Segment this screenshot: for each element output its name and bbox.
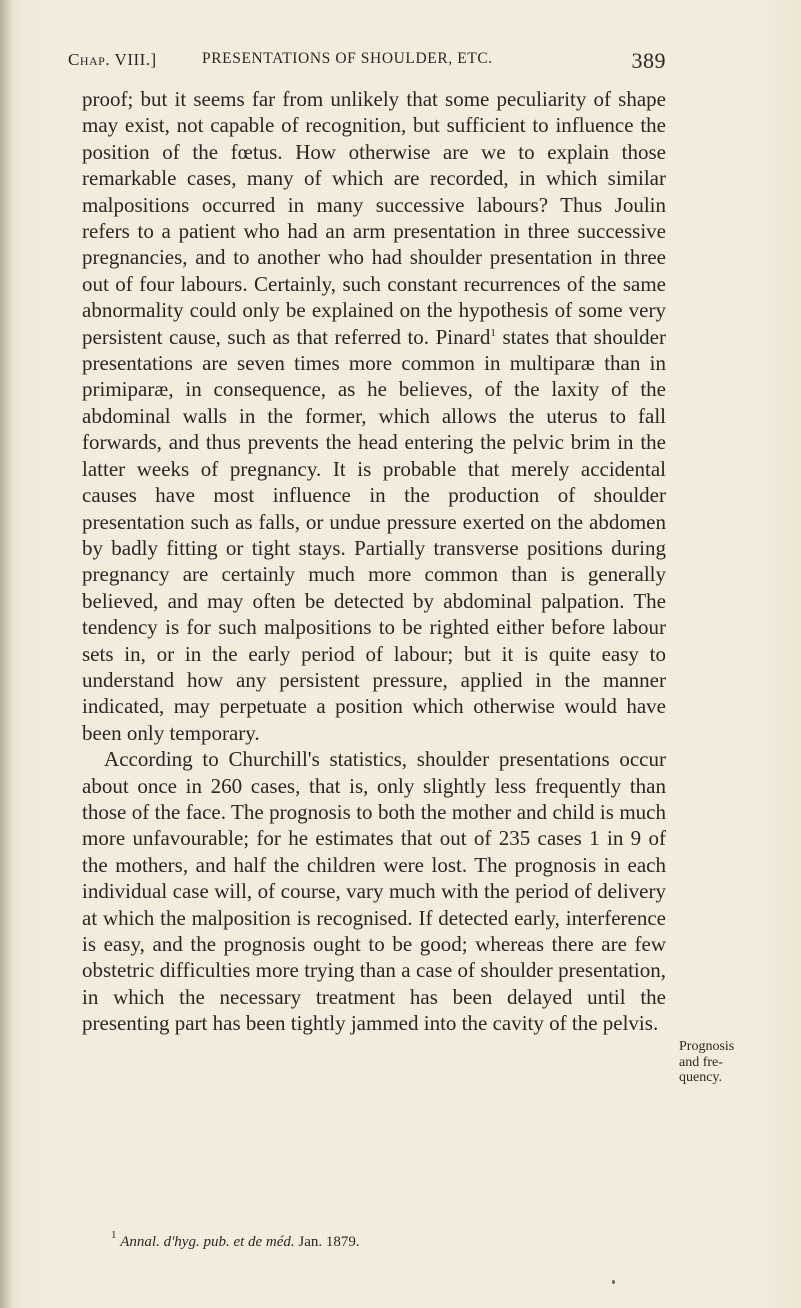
running-title: PRESENTATIONS OF SHOULDER, ETC. [202,50,493,67]
paragraph-2: According to Churchill's statistics, shoulder presentations occur about once in 260 cases, that is, only slightly less frequently than those of the face. The prognosis to both the mother and child is much more unfavourable; for he estimates that out of 235 cases 1 in 9 of the mothers, and half the children were lost. The prognosis in each individual case will, of course, vary much with the period of delivery at which the malposition is recognised. If detected early, interference is easy, and the prognosis ought to be good; whereas there are few obstetric difficulties more trying than a case of shoulder presentation, in which the necessary treatment has been delayed until the presenting part has been tightly jammed into the cavity of the pelvis. [82,747,666,1036]
footnote [111,1229,671,1251]
paper-speck [612,1280,615,1284]
body-text [82,86,666,1037]
running-head [68,50,666,80]
margin-note-line-3: quency. [679,1070,723,1085]
chapter-heading: Chap. VIII.] [68,50,157,69]
footnote-marker: 1 [111,1229,117,1241]
footnote-reference: 1 [490,326,496,339]
footnote-date: Jan. 1879. [298,1234,360,1250]
paragraph-1 [82,86,666,746]
paragraph-1-part-b: states that shoulder presentations are seven times more common in multiparæ than in primiparæ, in consequence, as he believes, of the laxity of the abdominal walls in the former, which allows the uterus to fall forwards, and thus prevents the head entering the pelvic brim in the latter weeks of pregnancy. It is probable that merely accidental causes have most influence in the production of shoulder presentation such as falls, or undue pressure exerted on the abdomen by badly fitting or tight stays. Partially transverse positions during pregnancy are certainly much more common than is generally believed, and may often be detected by abdominal palpation. The tendency is for such malpositions to be righted either before labour sets in, or in the early period of labour; but it is quite easy to understand how any persistent pressure, applied in the manner indicated, may perpetuate a position which otherwise would have been only temporary. [82,324,666,745]
footnote-journal: Annal. d'hyg. pub. et de méd. [120,1234,295,1250]
margin-note-line-1: Prognosis [679,1039,735,1054]
binding-shadow [0,0,14,1308]
paragraph-1-part-a: proof; but it seems far from unlikely that some peculiarity of shape may exist, not capable of recognition, but sufficient to influence the position of the fœtus. How otherwise are we to explain those remarkable cases, many of which are recorded, in which similar malpositions occurred in many successive labours? Thus Joulin refers to a patient who had an arm presentation in three successive pregnancies, and to another who had shoulder presentation in three out of four labours. Certainly, such constant recurrences of the same abnormality could only be explained on the hypothesis of some very persistent cause, such as that referred to. Pinard [82,87,666,349]
margin-note [679,1039,797,1086]
page-number: 389 [631,48,666,73]
margin-note-line-2: and fre- [679,1054,723,1070]
